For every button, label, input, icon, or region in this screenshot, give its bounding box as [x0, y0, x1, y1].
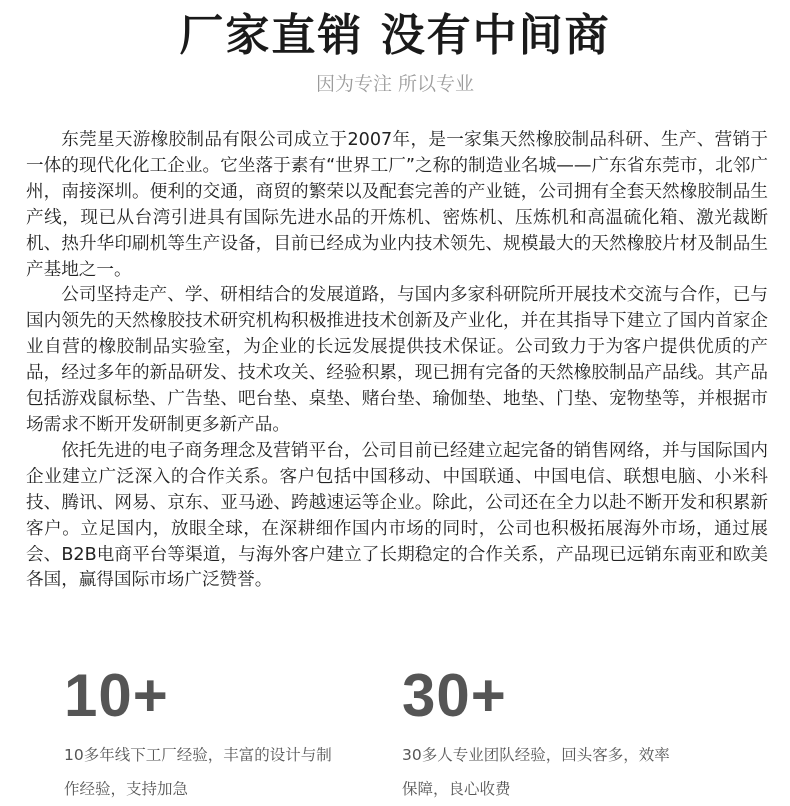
stat-description: 30多人专业团队经验，回头客多，效率保障，良心收费: [402, 746, 670, 798]
stat-team-size: [402, 660, 682, 806]
page-title: 厂家直销 没有中间商: [179, 10, 611, 61]
company-introduction: [26, 128, 768, 594]
stat-number: 10+: [64, 662, 169, 729]
intro-paragraph-2: 公司坚持走产、学、研相结合的发展道路，与国内多家科研院所开展技术交流与合作，已与国内领先的天然橡胶技术研究机构积极推进技术创新及产业化，并在其指导下建立了国内首家企业自营的橡胶制品实验室，为企业的长远发展提供技术保证。公司致力于为客户提供优质的产品，经过多年的新品研发、技术攻关、经验积累，现已拥有完备的天然橡胶制品产品线。其产品包括游戏鼠标垫、广告垫、吧台垫、桌垫、赌台垫、瑜伽垫、地垫、门垫、宠物垫等，并根据市场需求不断开发研制更多新产品。: [26, 285, 768, 435]
stat-description: 10多年线下工厂经验，丰富的设计与制作经验，支持加急: [64, 746, 332, 798]
page-subtitle: 因为专注 所以专业: [315, 73, 475, 95]
stat-years-experience: [64, 660, 344, 806]
intro-paragraph-3: 依托先进的电子商务理念及营销平台，公司目前已经建立起完备的销售网络，并与国际国内企业建立广泛深入的合作关系。客户包括中国移动、中国联通、中国电信、联想电脑、小米科技、腾讯、网易、京东、亚马逊、跨越速运等企业。除此，公司还在全力以赴不断开发和积累新客户。立足国内，放眼全球，在深耕细作国内市场的同时，公司也积极拓展海外市场，通过展会、B2B电商平台等渠道，与海外客户建立了长期稳定的合作关系，产品现已远销东南亚和欧美各国，赢得国际市场广泛赞誉。: [26, 440, 768, 591]
stat-number: 30+: [402, 662, 507, 729]
intro-paragraph-1: 东莞星天游橡胶制品有限公司成立于2007年，是一家集天然橡胶制品科研、生产、营销于一体的现代化化工企业。它坐落于素有“世界工厂”之称的制造业名城——广东省东莞市，北邻广州，南接深圳。便利的交通，商贸的繁荣以及配套完善的产业链，公司拥有全套天然橡胶制品生产线，现已从台湾引进具有国际先进水品的开炼机、密炼机、压炼机和高温硫化箱、激光裁断机、热升华印刷机等生产设备，目前已经成为业内技术领先、规模最大的天然橡胶片材及制品生产基地之一。: [26, 130, 768, 280]
